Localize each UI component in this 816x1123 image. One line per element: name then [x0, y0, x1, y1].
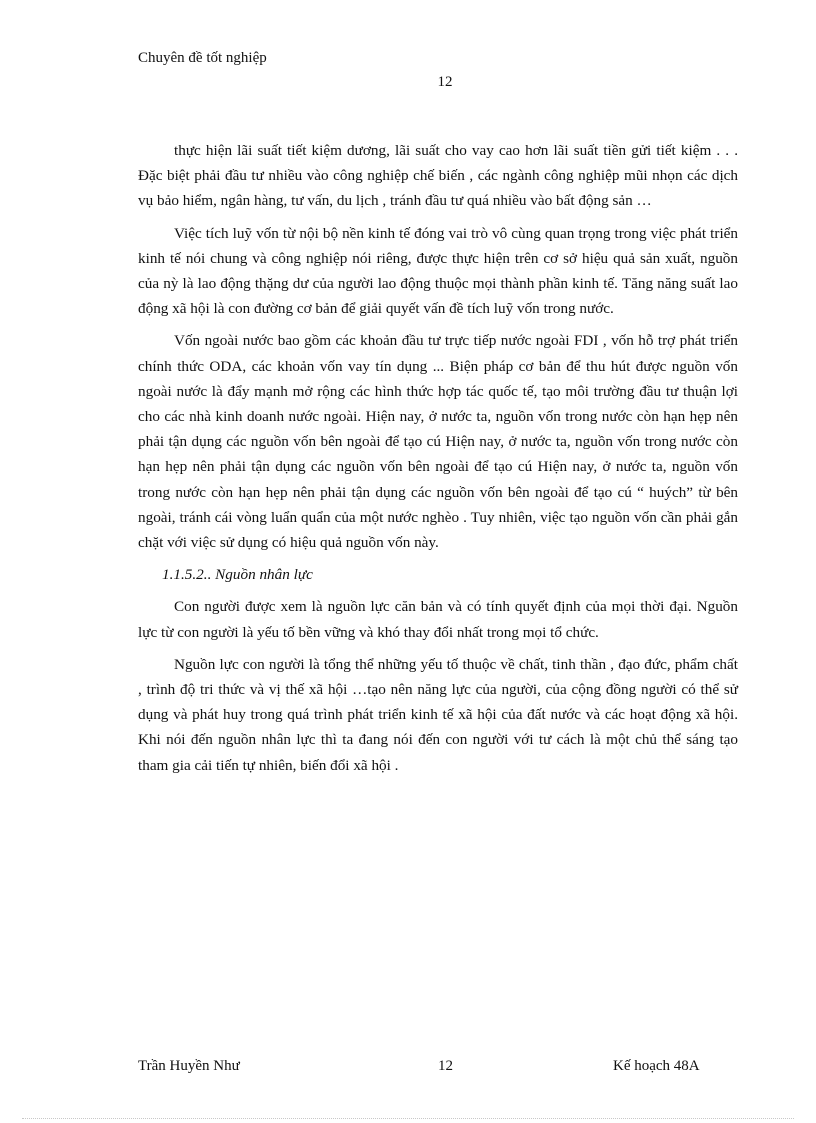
paragraph: Việc tích luỹ vốn từ nội bộ nền kinh tế đóng vai trò vô cùng quan trọng trong việc phát triển kinh tế nói chung và công nghiệp nói riêng, được thực hiện trên cơ sở hiệu quả sản xuất, nguồn của nỳ là lao động thặng dư của người lao động thuộc mọi thành phần kinh tế. Tăng năng suất lao động xã hội là con đường cơ bản để giải quyết vấn đề tích luỹ vốn trong nước. [138, 224, 738, 318]
document-body [138, 138, 738, 785]
paragraph: thực hiện lãi suất tiết kiệm dương, lãi suất cho vay cao hơn lãi suất tiền gửi tiết kiệm . . . Đặc biệt phải đầu tư nhiều vào công nghiệp chế biến , các ngành công nghiệp mũi nhọn các dịch vụ bảo hiểm, ngân hàng, tư vấn, du lịch , tránh đầu tư quá nhiều vào bất động sản … [138, 142, 738, 210]
header-page-number: 12 [437, 74, 453, 90]
paragraph: Vốn ngoài nước bao gồm các khoản đầu tư trực tiếp nước ngoài FDI , vốn hỗ trợ phát triển chính thức ODA, các khoản vốn vay tín dụng ... Biện pháp cơ bản để thu hút được nguồn vốn ngoài nước là đẩy mạnh mở rộng các hình thức hợp tác quốc tế, tạo môi trường đầu tư thuận lợi cho các nhà kinh doanh nước ngoài. Hiện nay, ở nước ta, nguồn vốn trong nước còn hạn hẹp nên phải tận dụng các nguồn vốn bên ngoài để tạo cú Hiện nay, ở nước ta, nguồn vốn trong nước còn hạn hẹp nên phải tận dụng các nguồn vốn bên ngoài để tạo cú Hiện nay, ở nước ta, nguồn vốn trong nước còn hạn hẹp nên phải tận dụng các nguồn vốn bên ngoài để tạo cú “ huých” từ bên ngoài, tránh cái vòng luẩn quẩn của một nước nghèo . Tuy nhiên, việc tạo nguồn vốn cần phải gắn chặt với việc sử dụng có hiệu quả nguồn vốn này. [138, 332, 738, 552]
footer-page-number: 12 [438, 1058, 453, 1074]
header-title: Chuyên đề tốt nghiệp [138, 50, 267, 66]
paragraph: Con người được xem là nguồn lực căn bản và có tính quyết định của mọi thời đại. Nguồn lực từ con người là yếu tố bền vững và khó thay đổi nhất trong mọi tổ chức. [138, 598, 738, 641]
footer-class: Kế hoạch 48A [613, 1058, 700, 1074]
page-bottom-divider [22, 1118, 794, 1119]
footer-author: Trần Huyền Như [138, 1058, 240, 1074]
paragraph: Nguồn lực con người là tổng thể những yếu tố thuộc về chất, tinh thần , đạo đức, phẩm chất , trình độ tri thức và vị thế xã hội …tạo nên năng lực của người, của cộng đồng người có thể sử dụng và phát huy trong quá trình phát triển kinh tế xã hội của đất nước và các hoạt động xã hội. Khi nói đến nguồn nhân lực thì ta đang nói đến con người với tư cách là một chủ thể sáng tạo tham gia cải tiến tự nhiên, biến đổi xã hội . [138, 655, 738, 774]
section-heading: 1.1.5.2.. Nguồn nhân lực [162, 566, 313, 584]
